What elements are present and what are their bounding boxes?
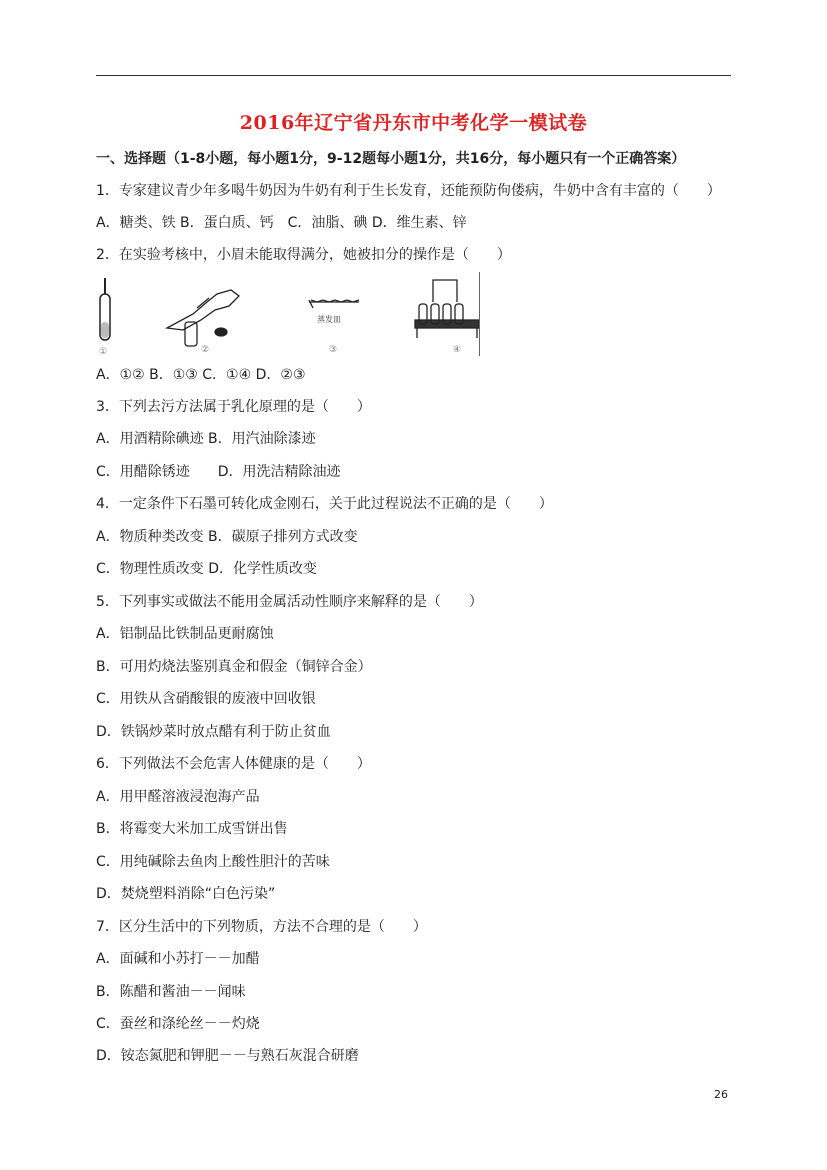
figure-label-1: ① xyxy=(99,347,108,356)
page-number: 26 xyxy=(714,1088,728,1101)
section-header: 一、选择题（1-8小题，每小题1分，9-12题每小题1分，共16分，每小题只有一个正确答案） xyxy=(96,151,686,167)
question-4-stem: 4．一定条件下石墨可转化成金刚石，关于此过程说法不正确的是（ ） xyxy=(96,496,553,512)
page-title: 2016年辽宁省丹东市中考化学一模试卷 xyxy=(239,112,588,134)
question-7-option-d: D．铵态氮肥和钾肥－－与熟石灰混合研磨 xyxy=(96,1048,359,1064)
header-rule xyxy=(96,75,731,76)
question-1-stem: 1．专家建议青少年多喝牛奶因为牛奶有利于生长发育，还能预防佝偻病，牛奶中含有丰富的（ ） xyxy=(96,183,721,199)
figure-label-4: ④ xyxy=(453,345,462,355)
question-3-option-ab: A．用酒精除碘迹 B．用汽油除漆迹 xyxy=(96,431,316,447)
evaporating-dish-label: 蒸发皿 xyxy=(317,315,341,324)
question-6-option-c: C．用纯碱除去鱼肉上酸性胆汁的苦味 xyxy=(96,854,330,870)
question-6-option-b: B．将霉变大米加工成雪饼出售 xyxy=(96,821,288,837)
lab-operations-figure xyxy=(97,272,480,356)
question-6-option-a: A．用甲醛溶液浸泡海产品 xyxy=(96,789,260,805)
question-7-option-c: C．蚕丝和涤纶丝－－灼烧 xyxy=(96,1016,260,1032)
test-tube-drawing xyxy=(100,278,110,340)
question-3-option-cd: C．用醋除锈迹 D．用洗洁精除油迹 xyxy=(96,464,341,480)
tube-rack-drawing xyxy=(415,280,479,338)
question-2-stem: 2．在实验考核中，小眉未能取得满分，她被扣分的操作是（ ） xyxy=(96,247,511,263)
question-3-stem: 3．下列去污方法属于乳化原理的是（ ） xyxy=(96,399,371,415)
question-6-option-d: D．焚烧塑料消除“白色污染” xyxy=(96,886,276,902)
lab-operations-illustration xyxy=(97,272,479,356)
question-2-options: A．①② B．①③ C．①④ D．②③ xyxy=(96,367,306,383)
question-4-option-ab: A．物质种类改变 B．碳原子排列方式改变 xyxy=(96,529,358,545)
question-5-option-b: B．可用灼烧法鉴别真金和假金（铜锌合金） xyxy=(96,659,372,675)
question-7-option-a: A．面碱和小苏打－－加醋 xyxy=(96,951,260,967)
question-5-option-d: D．铁锅炒菜时放点醋有利于防止贫血 xyxy=(96,724,331,740)
question-5-option-a: A．铝制品比铁制品更耐腐蚀 xyxy=(96,626,274,642)
question-7-stem: 7．区分生活中的下列物质，方法不合理的是（ ） xyxy=(96,919,427,935)
question-4-option-cd: C．物理性质改变 D．化学性质改变 xyxy=(96,561,318,577)
figure-label-3: ③ xyxy=(329,345,338,355)
question-6-stem: 6．下列做法不会危害人体健康的是（ ） xyxy=(96,756,371,772)
figure-label-2: ② xyxy=(201,345,210,355)
dropper-drawing xyxy=(167,290,239,346)
question-1-options: A．糖类、铁 B．蛋白质、钙 C．油脂、碘 D．维生素、锌 xyxy=(96,215,467,231)
evaporating-dish-drawing xyxy=(309,300,359,308)
question-5-stem: 5．下列事实或做法不能用金属活动性顺序来解释的是（ ） xyxy=(96,594,483,610)
question-7-option-b: B．陈醋和酱油－－闻味 xyxy=(96,984,246,1000)
question-5-option-c: C．用铁从含硝酸银的废液中回收银 xyxy=(96,691,316,707)
